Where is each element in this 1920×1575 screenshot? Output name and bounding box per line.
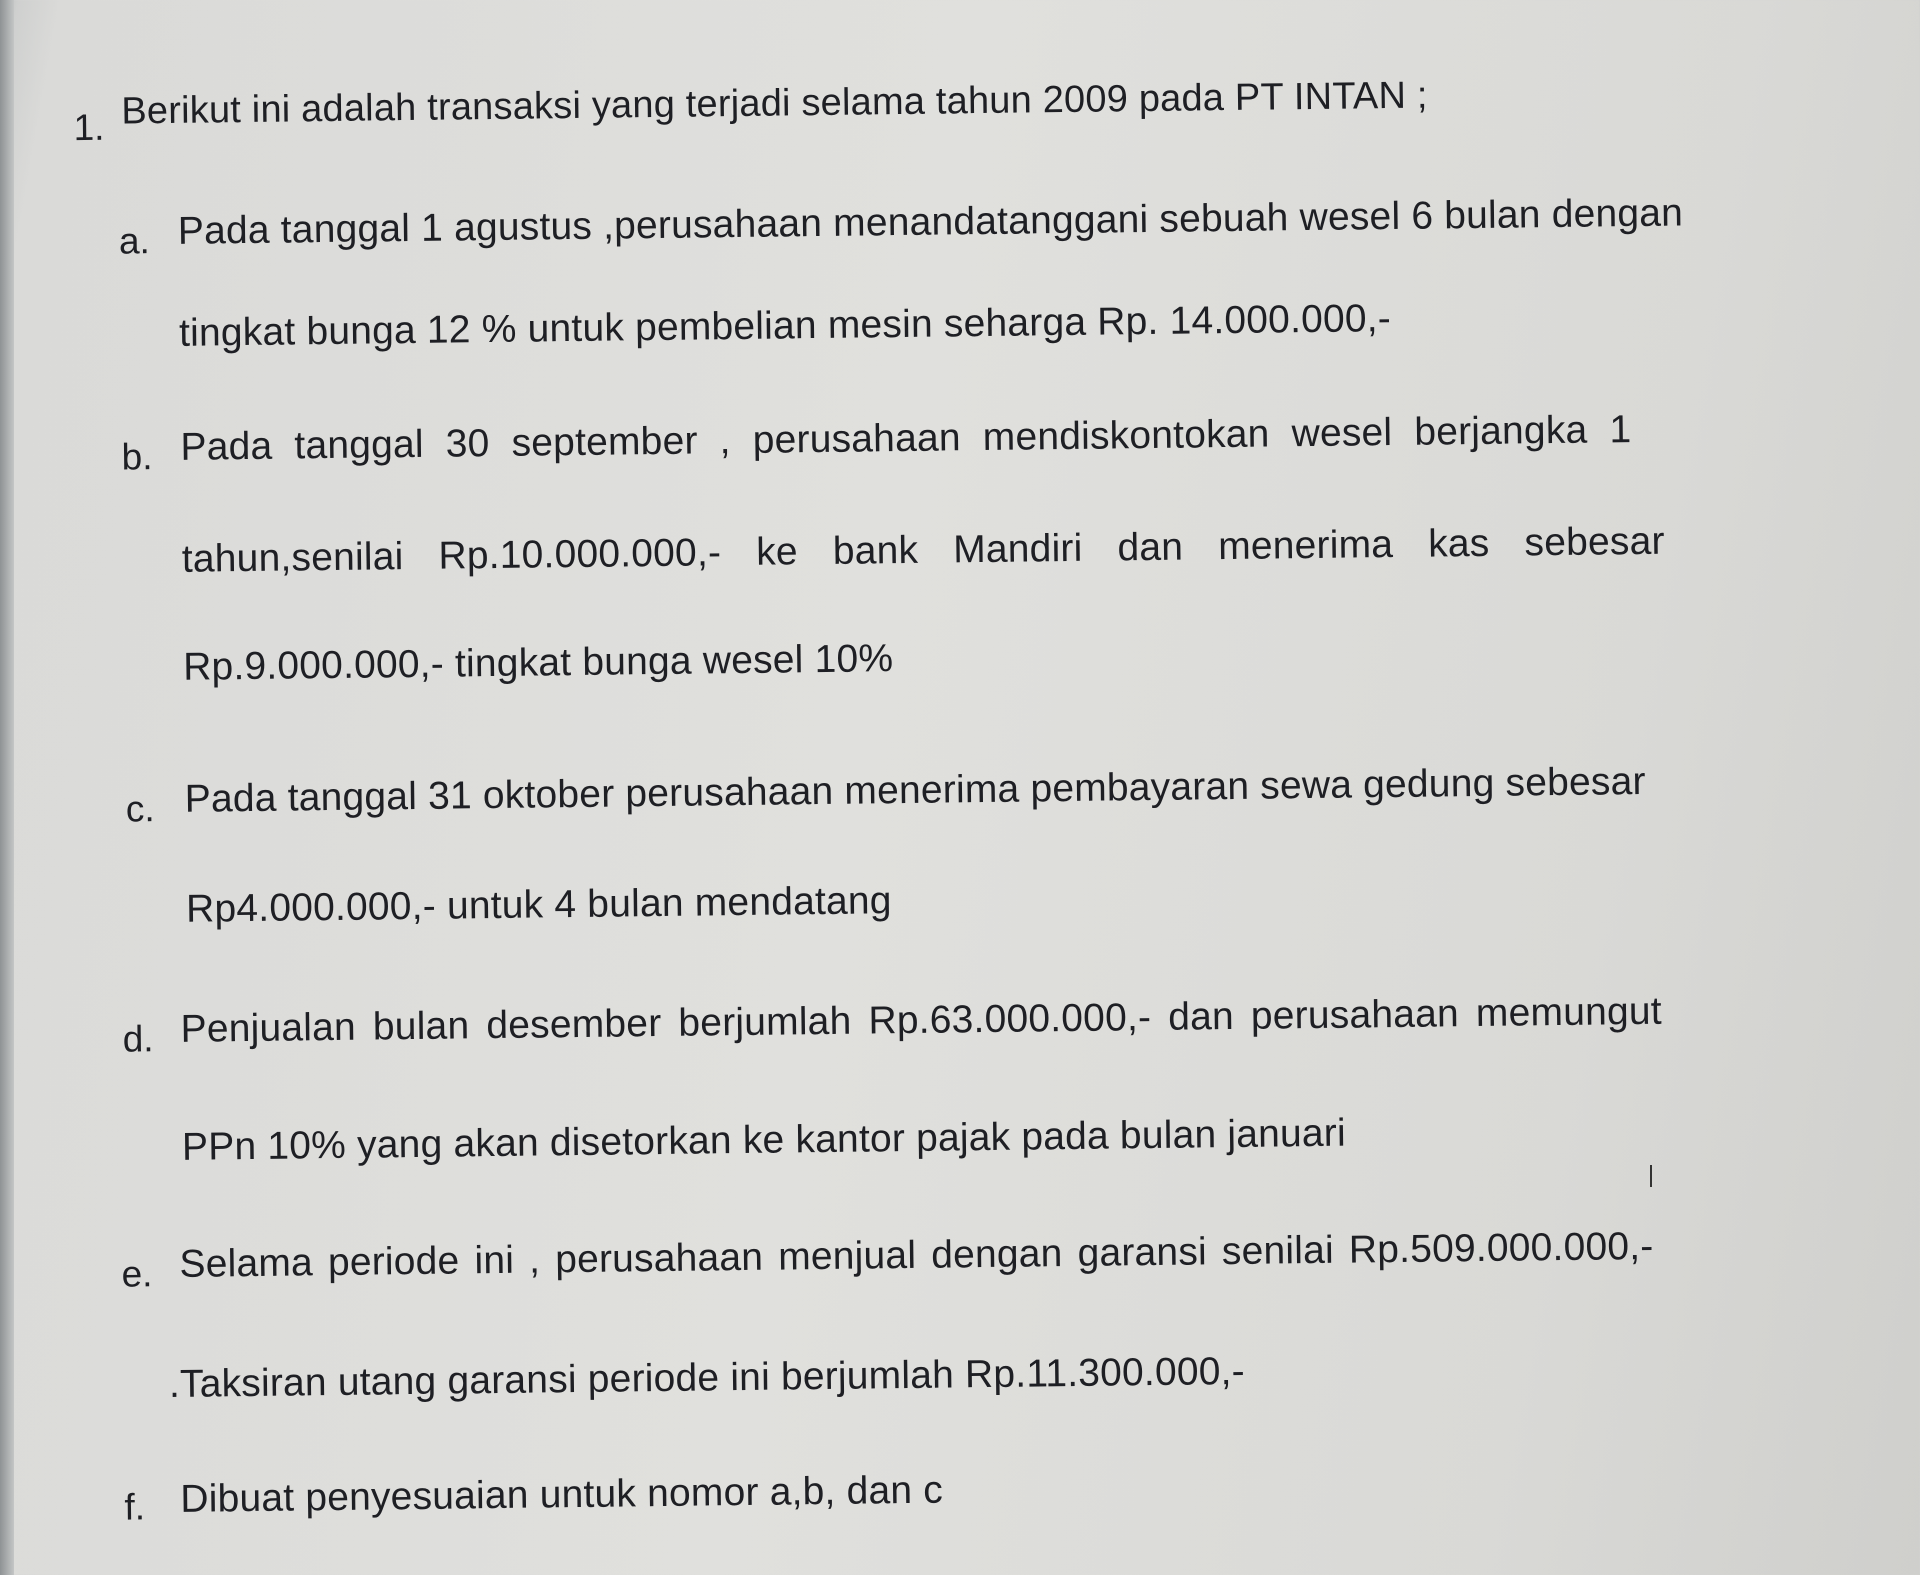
item-d-line-1: Penjualan bulan desember berjumlah Rp.63.000.000,- dan perusahaan memungut [180,989,1663,1051]
item-c-letter: c. [125,788,155,830]
item-e-line-2: .Taksiran utang garansi periode ini berjumlah Rp.11.300.000,- [168,1349,1246,1407]
item-d-line-2: PPn 10% yang akan disetorkan ke kantor pajak pada bulan januari [181,1111,1347,1169]
item-d-letter: d. [122,1018,154,1060]
item-f-letter: f. [124,1486,146,1528]
item-b-line-1: Pada tanggal 30 september , perusahaan mendiskontokan wesel berjangka 1 [180,408,1632,469]
item-c-line-1: Pada tanggal 31 oktober perusahaan menerima pembayaran sewa gedung sebesar [184,759,1646,821]
item-a-letter: a. [118,220,151,262]
item-b-line-2: tahun,senilai Rp.10.000.000,- ke bank Mandiri dan menerima kas sebesar [181,519,1665,581]
item-a-line-2: tingkat bunga 12 % untuk pembelian mesin seharga Rp. 14.000.000,- [178,297,1392,355]
item-a-line-1: Pada tanggal 1 agustus ,perusahaan menandatanggani sebuah wesel 6 bulan dengan [177,191,1684,253]
item-b-line-3: Rp.9.000.000,- tingkat bunga wesel 10% [182,637,894,689]
question-intro: Berikut ini adalah transaksi yang terjadi selama tahun 2009 pada PT INTAN ; [121,74,1428,133]
question-number: 1. [73,106,105,149]
item-f-line-1: Dibuat penyesuaian untuk nomor a,b, dan c [180,1468,944,1521]
item-e-line-1: Selama periode ini , perusahaan menjual dengan garansi senilai Rp.509.000.000,- [179,1224,1654,1286]
item-e-letter: e. [121,1253,153,1295]
item-c-line-2: Rp4.000.000,- untuk 4 bulan mendatang [185,879,892,931]
item-b-letter: b. [121,436,153,478]
